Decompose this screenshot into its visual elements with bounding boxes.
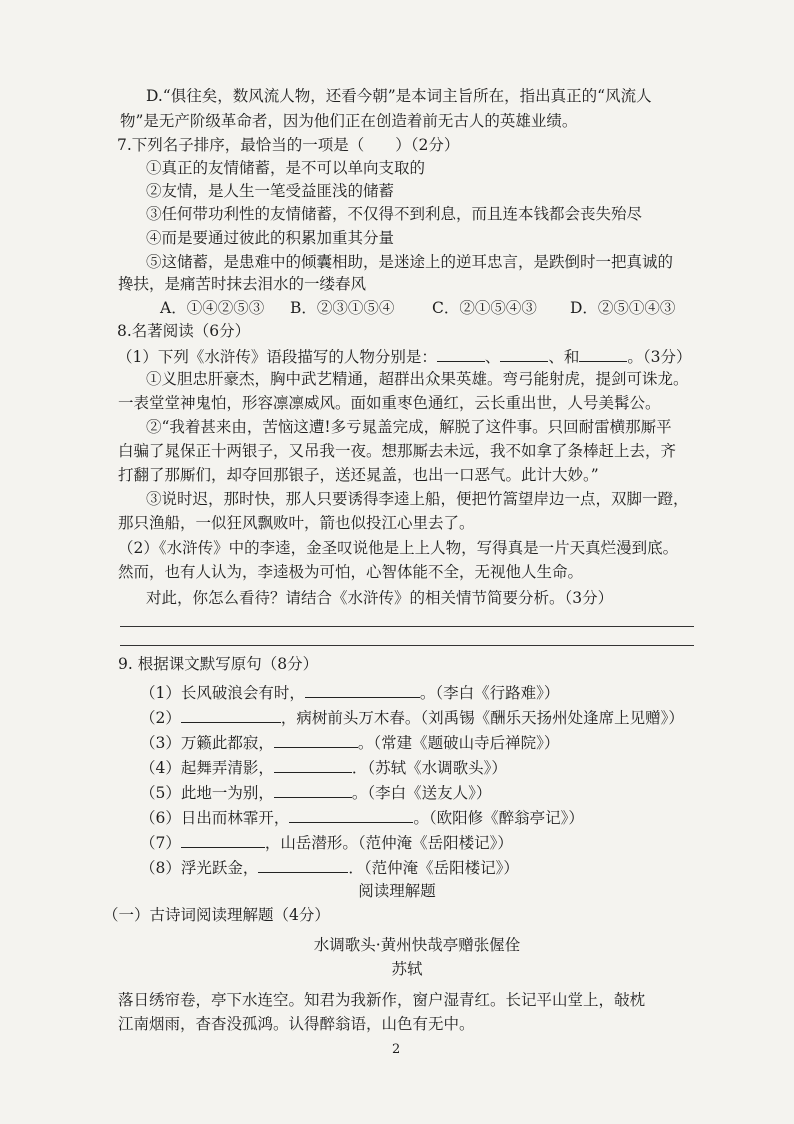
q8-answer-line-1[interactable] [120, 626, 694, 627]
q9-item-6-source: 。（欧阳修《醉翁亭记》） [413, 809, 584, 827]
q8-sub2-line1: （2）《水浒传》中的李逵，金圣叹说他是上上人物，写得真是一片天真烂漫到底。 [118, 539, 679, 557]
q9-blank-3[interactable] [274, 731, 358, 748]
q8-sub1-suffix: 。（3分） [627, 348, 692, 366]
page-number: 2 [392, 1042, 401, 1057]
q7-item-1: ①真正的友情储蓄，是不可以单向支取的 [146, 159, 426, 177]
q9-blank-6[interactable] [289, 806, 413, 823]
q9-item-3 [140, 731, 559, 753]
q8-blank-3[interactable] [579, 345, 627, 362]
q7-option-d: D．②⑤①④③ [570, 299, 676, 317]
poem-line-2: 江南烟雨，杳杳没孤鸿。认得醉翁语，山色有无中。 [118, 1015, 475, 1033]
q9-item-2 [140, 706, 684, 728]
q7-item-5-cont: 搀扶，是痛苦时抹去泪水的一缕春风 [118, 275, 367, 293]
q8-passage-3-line1: ③说时迟，那时快，那人只要诱得李逵上船，便把竹篙望岸边一点，双脚一蹬， [146, 490, 689, 508]
q8-passage-2-line3: 打翻了那厮们，却夺回那银子，送还晁盖，也出一口恶气。此计大妙。” [118, 466, 599, 484]
q9-item-1 [140, 681, 559, 703]
q9-item-1-text: （1）长风破浪会有时， [140, 684, 305, 702]
q7-option-b: B．②③①⑤④ [290, 299, 395, 317]
q9-item-7 [140, 831, 513, 853]
q8-sub1-prefix: （1）下列《水浒传》语段描写的人物分别是： [117, 348, 437, 366]
q7-item-3: ③任何带功利性的友情储蓄，不仅得不到利息，而且连本钱都会丧失殆尽 [146, 205, 643, 223]
q9-item-4-source: ．（苏轼《水调歌头》） [351, 759, 507, 777]
q9-item-6 [140, 806, 584, 828]
q8-passage-2-line2: 白骗了晁保正十两银子，又吊我一夜。想那厮去未远，我不如拿了条棒赶上去，齐 [118, 442, 677, 460]
q8-sub1-sep1: 、 [484, 348, 501, 366]
q8-blank-2[interactable] [500, 345, 548, 362]
q8-blank-1[interactable] [437, 345, 485, 362]
q9-blank-5[interactable] [274, 781, 352, 798]
q9-item-5 [140, 781, 491, 803]
q9-item-8-source: ．（范仲淹《岳阳楼记》） [348, 859, 519, 877]
q8-sub2-line2: 然而，也有人认为，李逵极为可怕，心智体能不全，无视他人生命。 [118, 563, 584, 581]
q9-blank-1[interactable] [305, 681, 420, 698]
q9-item-2-num: （2） [140, 709, 181, 727]
q8-sub1 [117, 345, 692, 367]
q8-passage-1-line2: 一表堂堂神鬼怕，形容凛凛威风。面如重枣色通红，云长重出世，人号美髯公。 [118, 394, 661, 412]
q9-blank-2[interactable] [181, 706, 281, 723]
q9-item-2-text: ，病树前头万木春。（刘禹锡《酬乐天扬州处逢席上见赠》） [280, 709, 684, 727]
q9-item-5-text: （5）此地一为别， [140, 784, 274, 802]
q9-item-4-text: （4）起舞弄清影， [140, 759, 274, 777]
q7-option-c: C．②①⑤④③ [432, 299, 537, 317]
q9-item-5-source: 。（李白《送友人》） [351, 784, 492, 802]
q7-title: 7.下列名子排序，最恰当的一项是（ ）（2分） [117, 136, 460, 154]
reading-section-title: （一）古诗词阅读理解题（4分） [103, 906, 330, 924]
q9-item-8 [140, 856, 519, 878]
q8-answer-line-2[interactable] [120, 645, 694, 646]
q7-item-5: ⑤这储蓄，是患难中的倾囊相助，是迷途上的逆耳忠言，是跌倒时一把真诚的 [146, 253, 674, 271]
q7-item-4: ④而是要通过彼此的积累加重其分量 [146, 229, 395, 247]
q9-blank-4[interactable] [274, 756, 352, 773]
option-d-line1: D.“俱往矣，数风流人物，还看今朝”是本词主旨所在，指出真正的“风流人 [146, 87, 652, 105]
q9-item-7-text: ，山岳潜形。（范仲淹《岳阳楼记》） [264, 834, 513, 852]
q9-item-6-text: （6）日出而林霏开， [140, 809, 290, 827]
q9-title: 9. 根据课文默写原句（8分） [118, 655, 319, 673]
q8-sub2-line3: 对此，你怎么看待？请结合《水浒传》的相关情节简要分析。（3分） [146, 589, 614, 607]
poem-title: 水调歌头·黄州快哉亭赠张偓佺 [313, 936, 521, 954]
q9-item-1-source: 。（李白《行路难》） [419, 684, 560, 702]
q7-option-a: A．①④②⑤③ [160, 299, 265, 317]
q9-item-8-text: （8）浮光跃金， [140, 859, 259, 877]
poem-line-1: 落日绣帘卷，亭下水连空。知君为我新作，窗户湿青红。长记平山堂上，敧枕 [118, 991, 646, 1009]
q8-passage-3-line2: 那只渔船，一似狂风飘败叶，箭也似投江心里去了。 [118, 514, 475, 532]
q8-sub1-sep2: 、和 [548, 348, 580, 366]
q8-passage-2-line1: ②“我着甚来由，苦恼这遭!多亏晁盖完成，解脱了这件事。只回耐雷横那厮平 [146, 418, 672, 436]
q9-item-4 [140, 756, 507, 778]
poem-author: 苏轼 [391, 960, 423, 978]
q9-blank-7[interactable] [181, 831, 265, 848]
q7-item-2: ②友情，是人生一笔受益匪浅的储蓄 [146, 182, 395, 200]
option-d-line2: 物”是无产阶级革命者，因为他们正在创造着前无古人的英雄业绩。 [120, 112, 578, 130]
q9-blank-8[interactable] [258, 856, 348, 873]
reading-heading: 阅读理解题 [358, 882, 436, 900]
q8-title: 8.名著阅读（6分） [117, 322, 251, 340]
q9-item-7-num: （7） [140, 834, 181, 852]
q8-passage-1-line1: ①义胆忠肝豪杰，胸中武艺精通，超群出众果英雄。弯弓能射虎，提剑可诛龙。 [146, 370, 689, 388]
q9-item-3-source: 。（常建《题破山寺后禅院》） [357, 734, 560, 752]
q9-item-3-text: （3）万籁此都寂， [140, 734, 274, 752]
